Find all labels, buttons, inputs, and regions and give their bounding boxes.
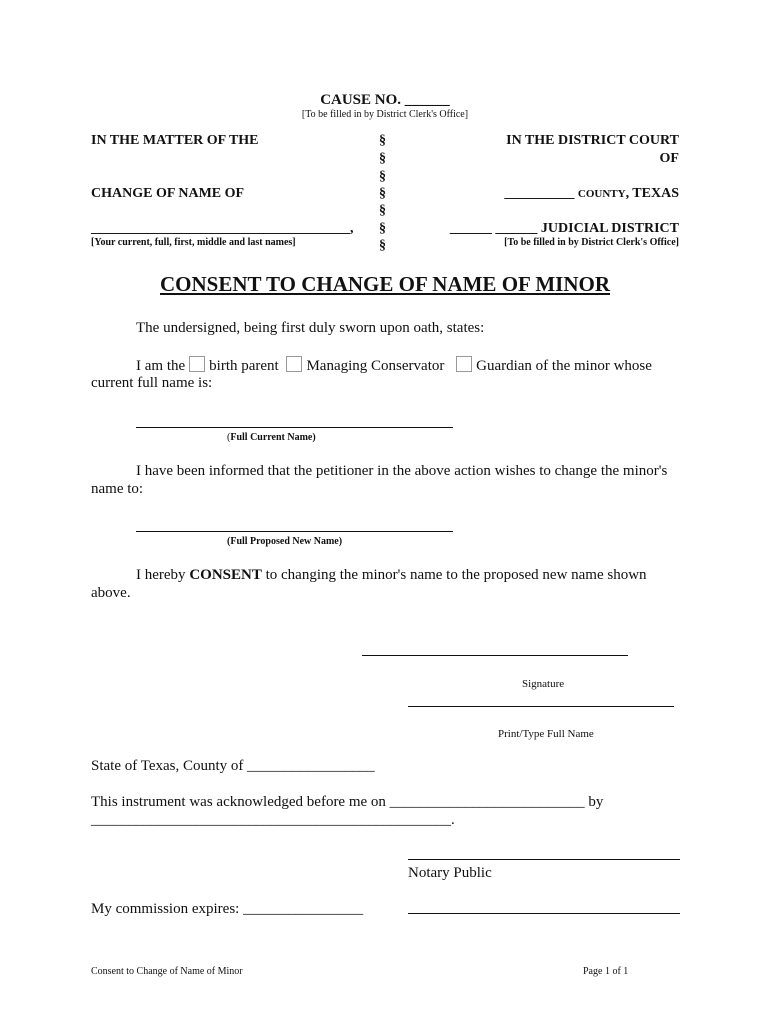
managing-conservator-checkbox[interactable]: [286, 356, 302, 372]
guardian-checkbox[interactable]: [456, 356, 472, 372]
consent-prefix: I hereby: [136, 567, 190, 583]
cause-number: CAUSE NO. ______: [320, 92, 450, 108]
notary-public-label: Notary Public: [408, 865, 492, 881]
state-word: , TEXAS: [625, 186, 679, 201]
birth-parent-label: birth parent: [209, 358, 279, 374]
consent-text-2: above.: [91, 585, 131, 601]
proposed-name-blank[interactable]: [136, 531, 453, 532]
county-blank: __________: [504, 186, 575, 201]
section-symbol: §: [379, 151, 386, 166]
notary-print-line[interactable]: [408, 913, 680, 914]
section-symbol: §: [379, 186, 386, 201]
intro-text: The undersigned, being first duly sworn upon oath, states:: [136, 320, 485, 336]
signature-label: Signature: [522, 678, 565, 690]
caption-name-note: [Your current, full, first, middle and last names]: [91, 237, 296, 248]
guardian-label: Guardian of the minor whose: [476, 358, 652, 374]
caption-matter-of: IN THE MATTER OF THE: [91, 133, 259, 148]
informed-text-2: name to:: [91, 481, 144, 497]
caption-of: OF: [659, 151, 679, 166]
paren: (: [227, 432, 231, 443]
relationship-line: [136, 356, 652, 375]
iam-prefix: I am the: [136, 358, 186, 374]
signature-line[interactable]: [362, 655, 628, 656]
acknowledged-line-2: ________________________________________________.: [91, 812, 455, 828]
birth-parent-checkbox[interactable]: [189, 356, 205, 372]
caption-judicial-district: ______ ______ JUDICIAL DISTRICT: [449, 221, 679, 236]
section-symbol: §: [379, 133, 386, 148]
county-word: COUNTY: [577, 188, 626, 200]
page-number: Page 1 of 1: [583, 966, 629, 977]
informed-text: I have been informed that the petitioner in the above action wishes to change the minor's: [136, 463, 668, 479]
current-name-label: [227, 432, 316, 443]
notary-signature-line[interactable]: [408, 859, 680, 860]
footer-title: Consent to Change of Name of Minor: [91, 966, 243, 977]
section-symbol: §: [379, 169, 386, 184]
page-title: CONSENT TO CHANGE OF NAME OF MINOR: [160, 272, 610, 296]
section-symbol: §: [379, 238, 386, 253]
managing-conservator-label: Managing Conservator: [306, 358, 445, 374]
print-name-label: Print/Type Full Name: [498, 728, 594, 740]
caption-county-texas: [504, 186, 679, 202]
current-name-blank[interactable]: [136, 427, 453, 428]
consent-text: [136, 566, 647, 584]
caption-name-blank: _____________________________________,: [91, 221, 354, 236]
acknowledged-line: This instrument was acknowledged before me on __________________________ by: [91, 794, 604, 810]
caption-district-court: IN THE DISTRICT COURT: [506, 133, 679, 148]
caption-clerk-note: [To be filled in by District Clerk's Office]: [504, 237, 679, 248]
caption-change-of-name: CHANGE OF NAME OF: [91, 186, 245, 201]
section-symbol: §: [379, 203, 386, 218]
cause-note: [To be filled in by District Clerk's Office]: [301, 109, 469, 120]
current-name-label-text: Full Current Name): [230, 432, 316, 443]
consent-suffix: to changing the minor's name to the proposed new name shown: [261, 567, 647, 583]
proposed-name-label: (Full Proposed New Name): [227, 536, 343, 547]
print-name-line[interactable]: [408, 706, 674, 707]
state-county-line: State of Texas, County of _________________: [91, 758, 375, 774]
section-symbol: §: [379, 221, 386, 236]
consent-word: CONSENT: [189, 567, 262, 583]
commission-expires: My commission expires: ________________: [91, 901, 364, 917]
relationship-line-2: current full name is:: [91, 375, 213, 391]
